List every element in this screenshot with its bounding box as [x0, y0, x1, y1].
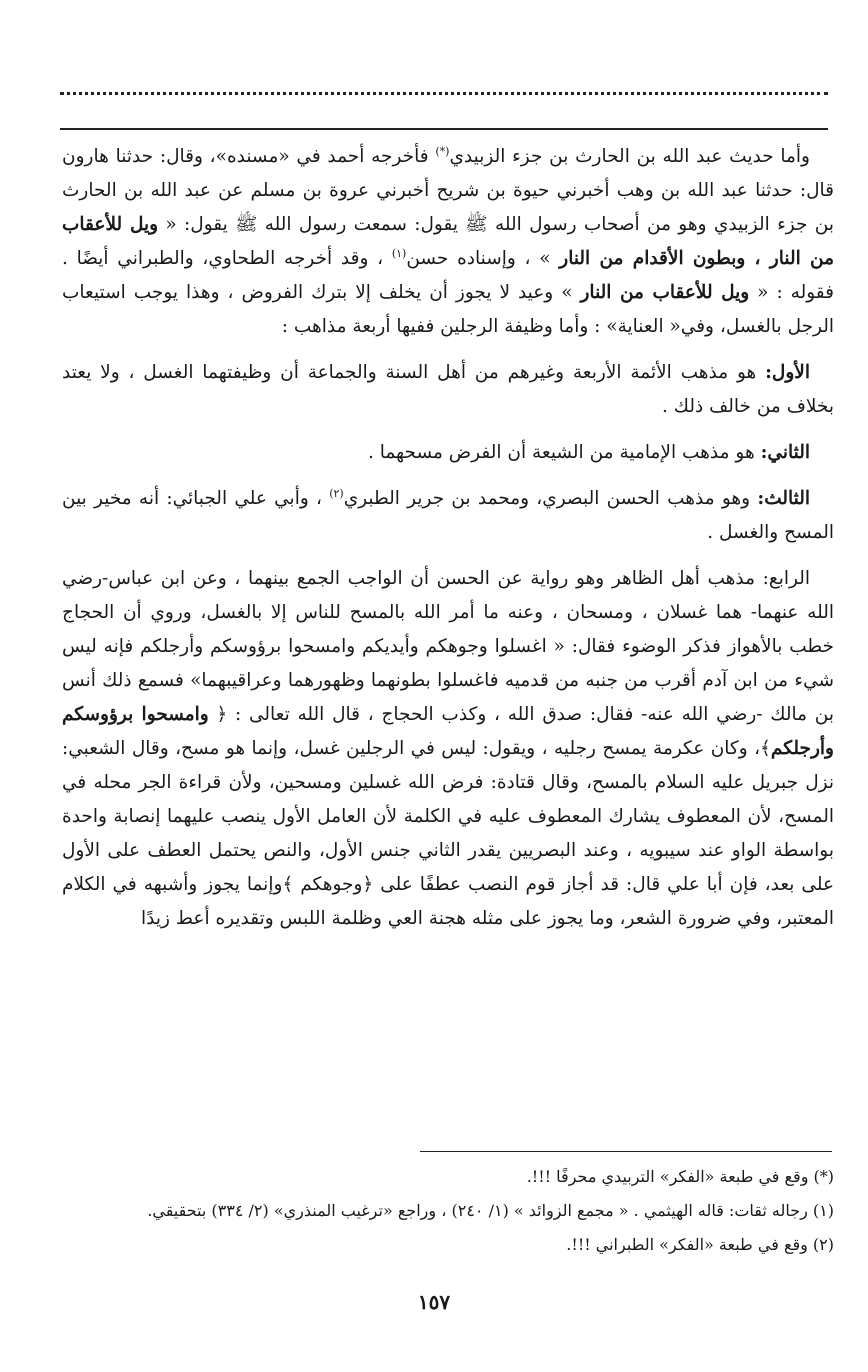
main-text: [62, 140, 834, 936]
paragraph-first-school: الأول: هو مذهب الأئمة الأربعة وغيرهم من أهل السنة والجماعة أن وظيفتهما الغسل ، ولا يعتد بخلاف من خالف ذلك .: [62, 362, 834, 417]
header-rule: [60, 128, 828, 130]
paragraph-hadith: وأما حديث عبد الله بن الحارث بن جزء الزبيدي(*) فأخرجه أحمد في «مسنده»، وقال: حدثنا هارون قال: حدثنا عبد الله بن وهب أخبرني حيوة بن شريح أخبرني عروة بن مسلم عن عبد الله بن الحارث بن جزء الزبيدي وهو من أصحاب رسول الله ﷺ يقول: سمعت رسول الله ﷺ يقول: « ويل للأعقاب من النار ، وبطون الأقدام من النار » ، وإسناده حسن$^{(١)}$ ، وقد أخرجه الطحاوي، والطبراني أيضًا . فقوله : « ويل للأعقاب من النار » وعيد لا يجوز أن يخلف إلا بترك الفروض ، وهذا يوجب استيعاب الرجل بالغسل، وفي« العناية» : وأما وظيفة الرجلين ففيها أربعة مذاهب :: [62, 144, 835, 337]
footnote-1: (١) رجاله ثقات: قاله الهيثمي . « مجمع الزوائد » (١/ ٢٤٠) ، وراجع «ترغيب المنذري» (٢/ ٣٣٤) بتحقيقي.: [147, 1201, 834, 1220]
footnote-ref-star: (*): [435, 144, 450, 158]
first-label: الأول:: [765, 362, 810, 383]
footnote-rule: [420, 1151, 832, 1152]
hadith-quote-2: ويل للأعقاب من النار: [580, 282, 750, 303]
footnote-ref-1: (١): [391, 246, 407, 260]
footnote-2: (٢) وقع في طبعة «الفكر» الطبراني !!!.: [566, 1235, 834, 1254]
fourth-label: الرابع:: [762, 568, 810, 589]
footnote-ref-2: (٢): [329, 486, 344, 500]
third-label: الثالث:: [757, 488, 810, 509]
paragraph-second-school: الثاني: هو مذهب الإمامية من الشيعة أن الفرض مسحهما .: [367, 442, 810, 463]
footnotes: [62, 1160, 834, 1262]
paragraph-third-school: الثالث: وهو مذهب الحسن البصري، ومحمد بن جرير الطبري$^{(٢)}$ ، وأبي علي الجبائي: أنه مخير بين المسح والغسل .: [62, 486, 834, 543]
paragraph-fourth-school: الرابع: مذهب أهل الظاهر وهو رواية عن الحسن أن الواجب الجمع بينهما ، وعن ابن عباس-رضي الله عنهما- هما غسلان ، ومسحان ، وعنه ما أمر الله بالمسح للناس إلا بالغسل، وروي أن الحجاج خطب بالأهواز فذكر الوضوء فقال: « اغسلوا وجوهكم وأيديكم وامسحوا برؤوسكم وأرجلكم فإنه ليس شيء من ابن آدم أقرب من جنبه من قدميه فاغسلوا بطونهما وظهورهما وعراقيبهما» فسمع ذلك أنس بن مالك -رضي الله عنه- فقال: صدق الله ، وكذب الحجاج ، قال الله تعالى : ﴿ وامسحوا برؤوسكم وأرجلكم﴾، وكان عكرمة يمسح رجليه ، ويقول: ليس في الرجلين غسل، وإنما هو مسح، وقال الشعبي: نزل جبريل عليه السلام بالمسح، وقال قتادة: فرض الله غسلين ومسحين، ولأن قراءة الجر محله في المسح، لأن المعطوف يشارك المعطوف عليه في الكلمة لأن العامل الأول ينصب عليهما إنصابة واحدة بواسطة الواو عند سيبويه ، وعند البصريين يقدر الثاني جنس الأول، والنص يحتمل العطف على الأول على بعد، فإن أبا علي قال: قد أجاز قوم النصب عطفًا على ﴿وجوهكم ﴾وإنما يجوز وأشبهه في الكلام المعتبر، وفي ضرورة الشعر، وما يجوز على مثله هجنة العي وظلمة اللبس وتقديره أعط زيدًا: [62, 568, 834, 929]
footnote-star: (*) وقع في طبعة «الفكر» التربيدي محرفًا !!!.: [526, 1167, 834, 1186]
quran-verse: وامسحوا برؤوسكم وأرجلكم: [62, 704, 834, 759]
second-label: الثاني:: [760, 442, 810, 463]
dotted-separator: [60, 72, 828, 95]
page-number: ١٥٧: [417, 1290, 451, 1314]
hadith-quote: ويل للأعقاب من النار ، وبطون الأقدام من النار: [62, 214, 835, 269]
